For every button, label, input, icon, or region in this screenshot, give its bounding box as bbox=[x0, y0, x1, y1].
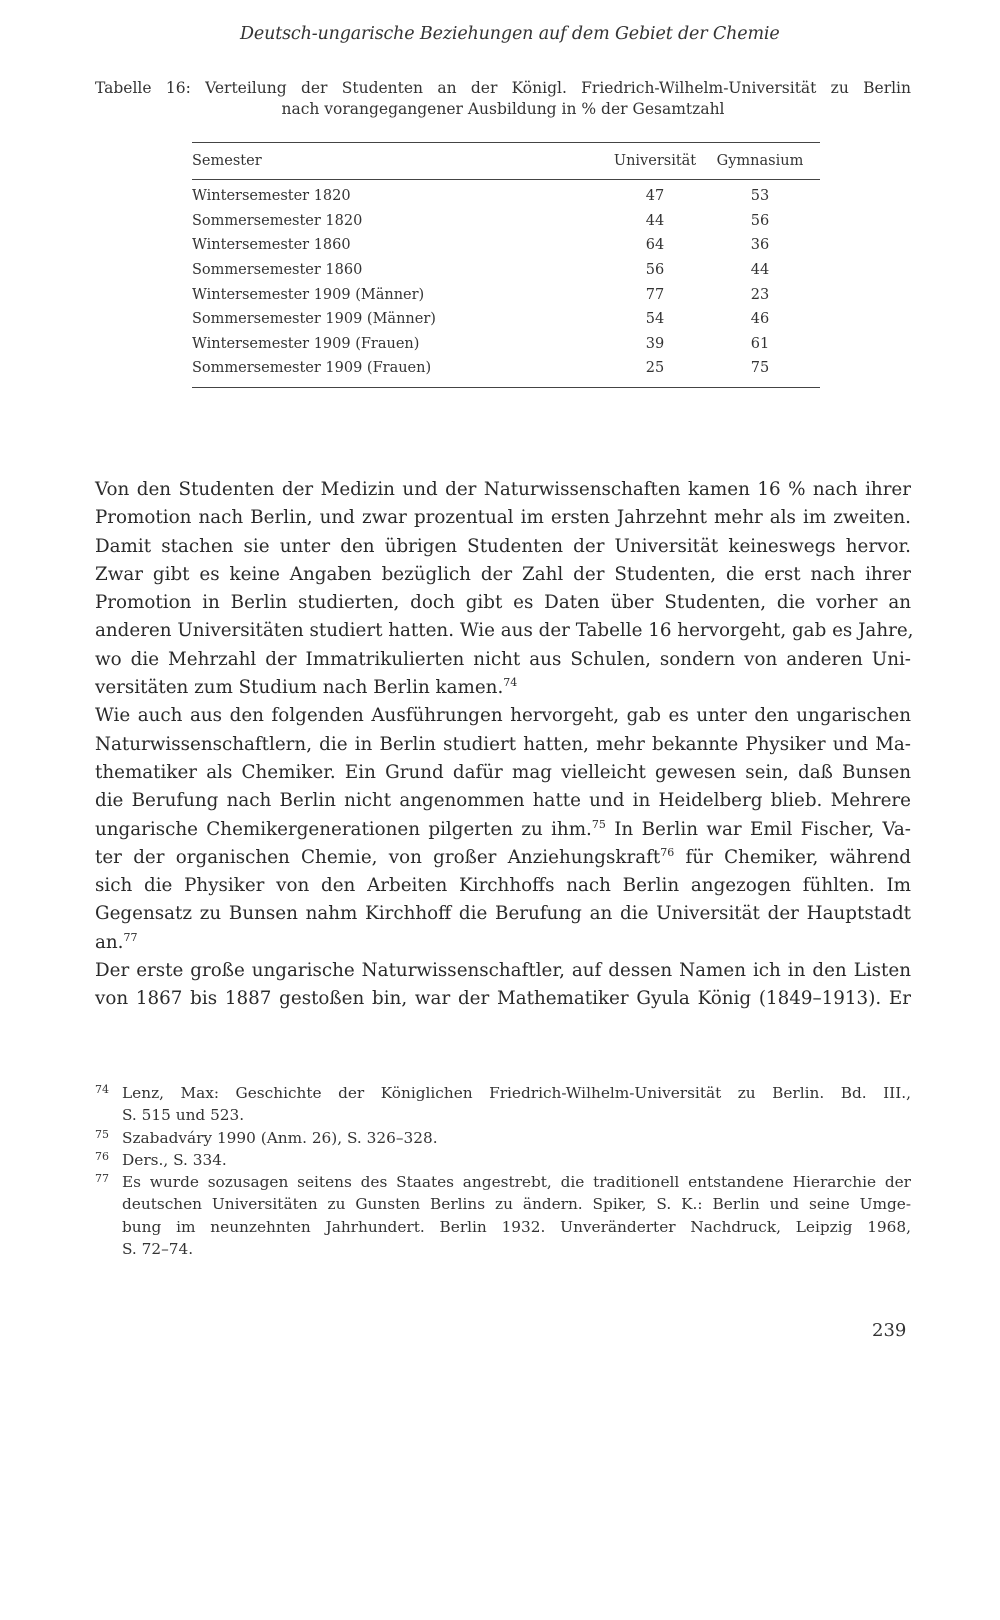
body-text bbox=[95, 476, 914, 1014]
cell-universitaet: 44 bbox=[645, 212, 665, 229]
cell-gymnasium: 75 bbox=[750, 360, 770, 377]
cell-universitaet: 25 bbox=[645, 360, 665, 377]
column-header-semester: Semester bbox=[192, 153, 262, 169]
table-row bbox=[192, 282, 820, 307]
cell-semester: Sommersemester 1820 bbox=[192, 212, 363, 229]
footnote-line: S. 515 und 523. bbox=[122, 1106, 245, 1125]
table-row bbox=[192, 209, 820, 234]
footnote-text bbox=[122, 1149, 911, 1171]
cell-universitaet: 56 bbox=[645, 262, 665, 279]
footnote-reference: 75 bbox=[591, 817, 606, 831]
table-header-row bbox=[192, 143, 820, 179]
cell-semester: Wintersemester 1820 bbox=[192, 188, 351, 205]
cell-semester: Sommersemester 1860 bbox=[192, 262, 363, 279]
column-header-gymnasium: Gymnasium bbox=[716, 153, 804, 169]
text-line bbox=[95, 646, 911, 674]
text-line bbox=[95, 504, 911, 532]
text-line bbox=[95, 929, 911, 957]
footnote-reference: 77 bbox=[123, 930, 138, 944]
text-line-content: an. bbox=[95, 931, 124, 953]
cell-universitaet: 54 bbox=[645, 311, 665, 328]
cell-semester: Sommersemester 1909 (Frauen) bbox=[192, 360, 432, 377]
cell-gymnasium: 36 bbox=[750, 237, 770, 254]
cell-semester: Wintersemester 1860 bbox=[192, 237, 351, 254]
cell-universitaet: 77 bbox=[645, 286, 665, 303]
text-line bbox=[95, 589, 911, 617]
text-line bbox=[95, 476, 911, 504]
footnote-line: Szabadváry 1990 (Anm. 26), S. 326–328. bbox=[122, 1128, 438, 1147]
column-header-universitaet: Universität bbox=[613, 153, 697, 169]
footnote-text bbox=[122, 1127, 911, 1149]
cell-semester: Wintersemester 1909 (Männer) bbox=[192, 286, 425, 303]
text-line-content: sich die Physiker von den Arbeiten Kirchhoffs nach Berlin angezogen fühlten. Im bbox=[95, 875, 911, 897]
text-line bbox=[95, 759, 911, 787]
text-line-content: thematiker als Chemiker. Ein Grund dafür mag vielleicht gewesen sein, daß Bunsen bbox=[95, 761, 911, 783]
footnote-line: S. 72–74. bbox=[122, 1240, 194, 1259]
footnote-line: deutschen Universitäten zu Gunsten Berlins zu ändern. Spiker, S. K.: Berlin und seine Umge- bbox=[122, 1195, 911, 1214]
footnote-line: Ders., S. 334. bbox=[122, 1150, 227, 1169]
table-bottom-rule bbox=[192, 387, 820, 388]
text-line-content: anderen Universitäten studiert hatten. Wie aus der Tabelle 16 hervorgeht, gab es Jahre, bbox=[95, 620, 914, 642]
text-line bbox=[95, 533, 911, 561]
text-line bbox=[95, 985, 911, 1013]
table-row bbox=[192, 184, 820, 209]
cell-universitaet: 47 bbox=[645, 188, 665, 205]
footnote-text bbox=[122, 1082, 911, 1127]
text-line-content: versitäten zum Studium nach Berlin kamen. bbox=[95, 677, 504, 699]
footnote-number bbox=[95, 1127, 122, 1149]
footnote-number-text: 74 bbox=[95, 1083, 109, 1096]
text-line bbox=[95, 872, 911, 900]
text-line bbox=[95, 731, 911, 759]
text-line bbox=[95, 816, 911, 844]
footnote-number-text: 75 bbox=[95, 1127, 109, 1141]
cell-universitaet: 39 bbox=[645, 335, 665, 352]
footnote-number-text: 77 bbox=[95, 1172, 109, 1186]
text-line-content: Zwar gibt es keine Angaben bezüglich der Zahl der Studenten, die erst nach ihrer bbox=[95, 563, 911, 585]
cell-semester: Wintersemester 1909 (Frauen) bbox=[192, 335, 420, 352]
text-line-content: Von den Studenten der Medizin und der Naturwissenschaften kamen 16 % nach ihrer bbox=[95, 479, 911, 500]
table-row bbox=[192, 233, 820, 258]
text-line-content: Damit stachen sie unter den übrigen Studenten der Universität keineswegs hervor. bbox=[95, 535, 911, 557]
cell-semester: Sommersemester 1909 (Männer) bbox=[192, 311, 436, 328]
table-body bbox=[192, 184, 820, 381]
footnote-reference: 76 bbox=[660, 845, 675, 859]
footnote bbox=[95, 1149, 911, 1171]
footnote-number bbox=[95, 1082, 122, 1127]
text-line-content: Wie auch aus den folgenden Ausführungen hervorgeht, gab es unter den ungarischen bbox=[95, 705, 911, 727]
text-line-content: von 1867 bis 1887 gestoßen bin, war der Mathematiker Gyula König (1849–1913). Er bbox=[95, 988, 911, 1010]
table-row bbox=[192, 258, 820, 283]
text-line bbox=[95, 561, 911, 589]
text-line-content: Promotion in Berlin studierten, doch gibt es Daten über Studenten, die vorher an bbox=[95, 592, 911, 614]
text-line-content: Der erste große ungarische Naturwissenschaftler, auf dessen Namen ich in den Listen bbox=[95, 960, 911, 982]
text-line-continuation: für Chemiker, während bbox=[674, 846, 911, 868]
text-line bbox=[95, 617, 914, 645]
cell-gymnasium: 23 bbox=[750, 286, 770, 303]
footnote bbox=[95, 1082, 911, 1127]
footnote bbox=[95, 1127, 911, 1149]
table-caption-line: Tabelle 16: Verteilung der Studenten an der Königl. Friedrich-Wilhelm-Universität zu Berlin bbox=[95, 79, 911, 97]
text-line bbox=[95, 787, 911, 815]
text-line bbox=[95, 900, 911, 928]
text-line-content: Naturwissenschaftlern, die in Berlin studiert hatten, mehr bekannte Physiker und Ma- bbox=[95, 733, 911, 755]
text-line bbox=[95, 674, 911, 702]
text-line-content: die Berufung nach Berlin nicht angenommen hatte und in Heidelberg blieb. Mehrere bbox=[95, 790, 911, 812]
footnote-line: Lenz, Max: Geschichte der Königlichen Friedrich-Wilhelm-Universität zu Berlin. Bd. III., bbox=[122, 1084, 911, 1102]
text-line-content: Gegensatz zu Bunsen nahm Kirchhoff die Berufung an die Universität der Hauptstadt bbox=[95, 903, 911, 925]
footnote bbox=[95, 1171, 911, 1260]
text-line-content: ungarische Chemikergenerationen pilgerten zu ihm. bbox=[95, 818, 592, 840]
cell-gymnasium: 61 bbox=[750, 335, 770, 352]
footnote-line: Es wurde sozusagen seitens des Staates angestrebt, die traditionell entstandene Hierarchie der bbox=[122, 1173, 911, 1192]
text-line bbox=[95, 844, 911, 872]
text-line bbox=[95, 957, 911, 985]
table-header-rule bbox=[192, 179, 820, 180]
page-number: 239 bbox=[872, 1320, 907, 1341]
table-row bbox=[192, 307, 820, 332]
footnote-reference: 74 bbox=[503, 676, 518, 690]
text-line bbox=[95, 702, 911, 730]
table-row bbox=[192, 332, 820, 357]
text-line-content: wo die Mehrzahl der Immatrikulierten nicht aus Schulen, sondern von anderen Uni- bbox=[95, 648, 911, 670]
running-head: Deutsch-ungarische Beziehungen auf dem Gebiet der Chemie bbox=[240, 24, 780, 44]
statistics-table bbox=[192, 142, 820, 388]
text-line-content: ter der organischen Chemie, von großer Anziehungskraft bbox=[95, 846, 661, 868]
cell-gymnasium: 53 bbox=[750, 188, 770, 205]
table-caption bbox=[95, 78, 911, 120]
text-line-content: Promotion nach Berlin, und zwar prozentual im ersten Jahrzehnt mehr als im zweiten. bbox=[95, 507, 911, 529]
table-row bbox=[192, 356, 820, 381]
text-line-continuation: In Berlin war Emil Fischer, Va- bbox=[605, 818, 911, 840]
cell-gymnasium: 44 bbox=[750, 262, 770, 279]
footnote-line: bung im neunzehnten Jahrhundert. Berlin 1932. Unveränderter Nachdruck, Leipzig 1968, bbox=[122, 1217, 911, 1236]
footnote-number-text: 76 bbox=[95, 1149, 109, 1163]
footnote-number bbox=[95, 1149, 122, 1171]
cell-universitaet: 64 bbox=[645, 237, 665, 254]
table-caption-line: nach vorangegangener Ausbildung in % der Gesamtzahl bbox=[281, 100, 725, 118]
footnote-number bbox=[95, 1171, 122, 1260]
footnotes bbox=[95, 1082, 911, 1260]
cell-gymnasium: 56 bbox=[750, 212, 770, 229]
cell-gymnasium: 46 bbox=[750, 311, 770, 328]
footnote-text bbox=[122, 1171, 911, 1260]
